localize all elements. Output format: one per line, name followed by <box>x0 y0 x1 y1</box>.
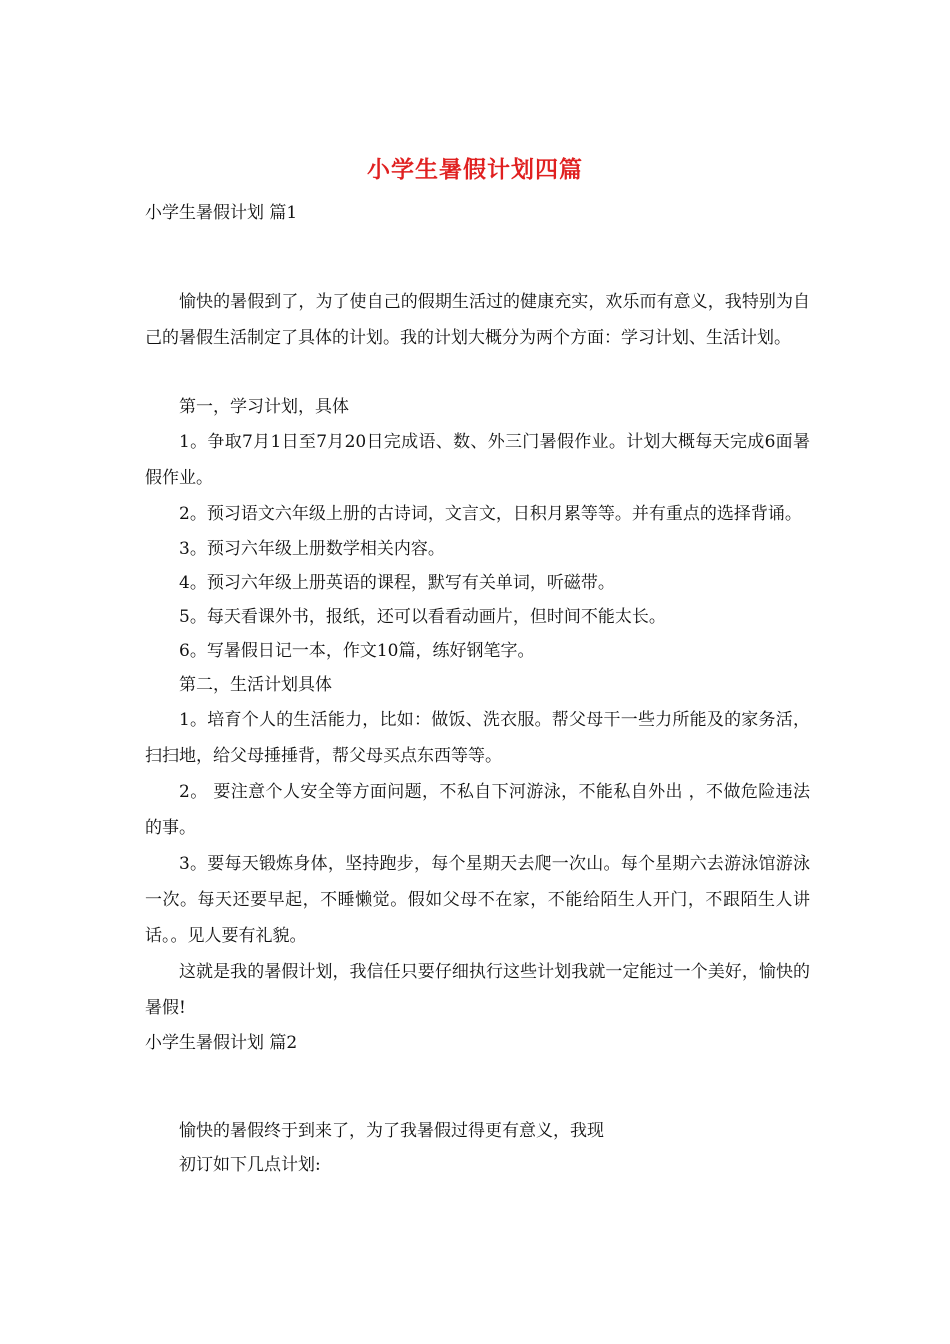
life-item-3: 3。要每天锻炼身体，坚持跑步，每个星期天去爬一次山。每个星期六去游泳馆游泳一次。每天还要早起，不睡懒觉。假如父母不在家，不能给陌生人开门，不跟陌生人讲话。。见人要有礼貌。 <box>145 854 810 946</box>
document-title: 小学生暑假计划四篇 <box>367 156 583 183</box>
section-2-line-2: 初订如下几点计划: <box>179 1155 321 1175</box>
study-item-1: 1。争取7月1日至7月20日完成语、数、外三门暑假作业。计划大概每天完成6面暑假作业。 <box>145 432 810 488</box>
section-2-line-1: 愉快的暑假终于到来了，为了我暑假过得更有意义，我现 <box>179 1121 604 1141</box>
life-item-2: 2。 要注意个人安全等方面问题，不私自下河游泳，不能私自外出 ，不做危险违法的事。 <box>145 782 810 838</box>
document-body <box>145 196 810 1182</box>
section-2-heading: 小学生暑假计划 篇2 <box>145 1033 298 1053</box>
life-item-1: 1。培育个人的生活能力，比如：做饭、洗衣服。帮父母干一些力所能及的家务活，扫扫地，给父母捶捶背，帮父母买点东西等等。 <box>145 710 810 766</box>
life-plan-heading: 第二，生活计划具体 <box>179 675 332 695</box>
section-1-intro: 愉快的暑假到了，为了使自己的假期生活过的健康充实，欢乐而有意义，我特别为自己的暑假生活制定了具体的计划。我的计划大概分为两个方面：学习计划、生活计划。 <box>145 292 810 348</box>
study-item-2: 2。预习语文六年级上册的古诗词，文言文，日积月累等等。并有重点的选择背诵。 <box>179 504 802 524</box>
study-plan-heading: 第一，学习计划，具体 <box>179 397 349 417</box>
study-item-4: 4。预习六年级上册英语的课程，默写有关单词，听磁带。 <box>179 573 615 593</box>
study-item-6: 6。写暑假日记一本，作文10篇，练好钢笔字。 <box>179 641 535 661</box>
study-item-3: 3。预习六年级上册数学相关内容。 <box>179 539 445 559</box>
section-1-closing: 这就是我的暑假计划，我信任只要仔细执行这些计划我就一定能过一个美好，愉快的暑假! <box>145 962 810 1018</box>
study-item-5: 5。每天看课外书，报纸，还可以看看动画片，但时间不能太长。 <box>179 607 666 627</box>
section-1-heading: 小学生暑假计划 篇1 <box>145 203 298 223</box>
